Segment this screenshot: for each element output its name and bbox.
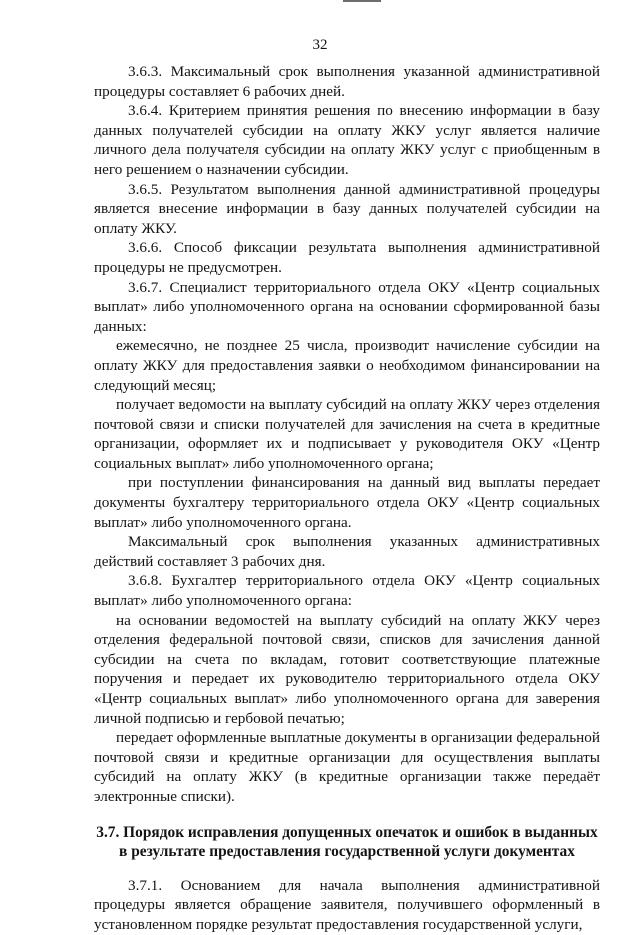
scan-mark bbox=[343, 0, 381, 2]
list-item-statements: получает ведомости на выплату субсидий на оплату ЖКУ через отделения почтовой связи и списки получателей для зачисления на счета в кредитные организации, оформляет их и подписывает у руководителя ОКУ «Центр социальных выплат» либо уполномоченного органа; bbox=[94, 396, 600, 472]
paragraph-3-6-4: 3.6.4. Критерием принятия решения по внесению информации в базу данных получателей субсидии на оплату ЖКУ услуг является наличие личного дела получателя субсидии на оплату ЖКУ услуг с приобщенным в него решением о назначении субсидии. bbox=[94, 102, 600, 178]
list-item-transfer-documents: передает оформленные выплатные документы в организации федеральной почтовой связи и кредитные организации для осуществления выплаты субсидий на оплату ЖКУ (в кредитные организации также передаёт электронные списки). bbox=[94, 729, 600, 805]
list-item-monthly-accrual: ежемесячно, не позднее 25 числа, производит начисление субсидии на оплату ЖКУ для предоставления заявки о необходимом финансировании на следующий месяц; bbox=[94, 337, 600, 394]
paragraph-3-6-5: 3.6.5. Результатом выполнения данной административной процедуры является внесение информации в базу данных получателей субсидии на оплату ЖКУ. bbox=[94, 180, 600, 237]
paragraph-3-6-8: 3.6.8. Бухгалтер территориального отдела ОКУ «Центр социальных выплат» либо уполномоченного органа: bbox=[94, 572, 600, 610]
document-body bbox=[94, 62, 600, 935]
paragraph-3-6-7: 3.6.7. Специалист территориального отдела ОКУ «Центр социальных выплат» либо уполномоченного органа на основании сформированной базы данных: bbox=[94, 278, 600, 335]
list-item-payment-orders: на основании ведомостей на выплату субсидий на оплату ЖКУ через отделения федеральной почтовой связи, списков для зачисления данной субсидии на счета по вкладам, готовит соответствующие платежные поручения и передает их руководителю территориального отдела ОКУ «Центр социальных выплат» либо уполномоченного органа для заверения личной подписью и гербовой печатью; bbox=[94, 611, 600, 727]
paragraph-3-6-3: 3.6.3. Максимальный срок выполнения указанной административной процедуры составляет 6 рабочих дней. bbox=[94, 63, 600, 100]
paragraph-3-7-1: 3.7.1. Основанием для начала выполнения административной процедуры является обращение заявителя, получившего оформленный в установленном порядке результат предоставления государственной услуги, bbox=[94, 876, 600, 933]
paragraph-3-6-6: 3.6.6. Способ фиксации результата выполнения административной процедуры не предусмотрен. bbox=[94, 239, 600, 276]
section-heading-3-7: 3.7. Порядок исправления допущенных опечаток и ошибок в выданных в результате предоставления государственной услуги документах bbox=[96, 823, 598, 861]
paragraph-max-term: Максимальный срок выполнения указанных административных действий составляет 3 рабочих дня. bbox=[94, 533, 600, 570]
list-item-funding: при поступлении финансирования на данный вид выплаты передает документы бухгалтеру территориального отдела ОКУ «Центр социальных выплат» либо уполномоченного органа. bbox=[94, 474, 600, 531]
page-number: 32 bbox=[312, 37, 328, 53]
